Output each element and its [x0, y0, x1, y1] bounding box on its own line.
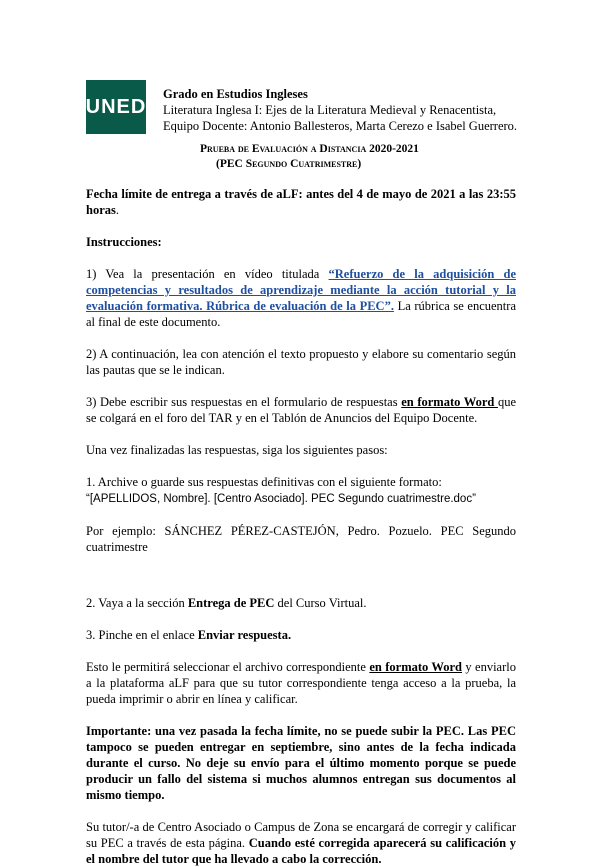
step-2-text-b: del Curso Virtual. — [274, 596, 367, 610]
tutor-paragraph — [86, 819, 516, 867]
upload-text-b: y enviarlo a la plataforma aLF para que su tutor correspondiente tenga acceso a la prueba, la pueda imprimir o abrir en línea y calificar. — [86, 660, 516, 706]
send-answer-link-name: Enviar respuesta. — [197, 628, 292, 642]
instruction-3-text-a: 3) Debe escribir sus respuestas en el formulario de respuestas — [86, 395, 402, 409]
instruction-3-text-b: que se colgará en el foro del TAR y en el Tablón de Anuncios del Equipo Docente. — [86, 395, 516, 425]
steps-intro: Una vez finalizadas las respuestas, siga los siguientes pasos: — [86, 443, 388, 457]
document-header — [163, 86, 563, 134]
file-name-example: Por ejemplo: SÁNCHEZ PÉREZ-CASTEJÓN, Pedro. Pozuelo. PEC Segundo cuatrimestre — [86, 524, 516, 554]
file-name-format — [86, 490, 516, 507]
degree-title: Grado en Estudios Ingleses — [163, 87, 308, 101]
course-name: Literatura Inglesa I: Ejes de la Literatura Medieval y Renacentista, — [163, 103, 497, 117]
instruction-1-text-a: 1) Vea la presentación en vídeo titulada — [86, 267, 329, 281]
step-2 — [86, 595, 516, 611]
deadline-end: . — [115, 203, 119, 217]
teaching-team: Equipo Docente: Antonio Ballesteros, Marta Cerezo e Isabel Guerrero. — [163, 119, 518, 133]
instruction-1 — [86, 266, 516, 330]
deadline-text: Fecha límite de entrega a través de aLF: antes del 4 de mayo de 2021 a las 23:55 horas — [86, 187, 516, 217]
word-format-emphasis: en formato Word — [401, 395, 498, 409]
important-notice: Importante: una vez pasada la fecha límite, no se puede subir la PEC. Las PEC tampoco se pueden entregar en septiembre, sino antes de la fecha indicada durante el curso. No deje su envío para el último momento porque se puede producir un fallo del sistema si muchos alumnos entregan sus documentos al mismo tiempo. — [86, 724, 516, 802]
document-title — [200, 142, 500, 172]
instructions-heading: Instrucciones: — [86, 235, 162, 249]
instruction-3 — [86, 394, 516, 426]
file-format-b: cuatrimestre.doc — [387, 493, 473, 505]
upload-text-a: Esto le permitirá seleccionar el archivo correspondiente — [86, 660, 370, 674]
logo-text: UNED — [85, 95, 147, 118]
instruction-2: 2) A continuación, lea con atención el texto propuesto y elabore su comentario según las pautas que se le indican. — [86, 347, 516, 377]
uned-logo — [86, 80, 146, 134]
file-format-c: ” — [472, 493, 476, 505]
document-body — [86, 186, 516, 867]
upload-word-format: en formato Word — [369, 660, 462, 674]
instruction-1-text-b: La rúbrica se encuentra al final de este documento. — [86, 299, 516, 329]
tutor-text-a: Su tutor/-a de Centro Asociado o Campus de Zona se encargará de corregir y calificar su PEC a través de esta página. — [86, 820, 516, 850]
tutor-text-bold: Cuando esté corregida aparecerá su calificación y el nombre del tutor que ha llevado a cabo la corrección. — [86, 836, 516, 866]
video-presentation-link[interactable]: “Refuerzo de la adquisición de competencias y resultados de aprendizaje mediante la acción tutorial y la evaluación formativa. Rúbrica de evaluación de la PEC”. — [86, 267, 516, 313]
step-3-text-a: 3. Pinche en el enlace — [86, 628, 198, 642]
step-3 — [86, 627, 516, 643]
upload-paragraph — [86, 659, 516, 707]
step-1: 1. Archive o guarde sus respuestas definitivas con el siguiente formato: — [86, 475, 442, 489]
title-line-2: (PEC Segundo Cuatrimestre) — [216, 158, 362, 170]
file-format-a: “[APELLIDOS, Nombre]. [Centro Asociado]. PEC Segundo — [86, 493, 388, 505]
delivery-section-name: Entrega de PEC — [187, 596, 275, 610]
title-line-1: Prueba de Evaluación a Distancia 2020-2021 — [200, 143, 419, 155]
step-2-text-a: 2. Vaya a la sección — [86, 596, 188, 610]
deadline-paragraph — [86, 186, 516, 218]
